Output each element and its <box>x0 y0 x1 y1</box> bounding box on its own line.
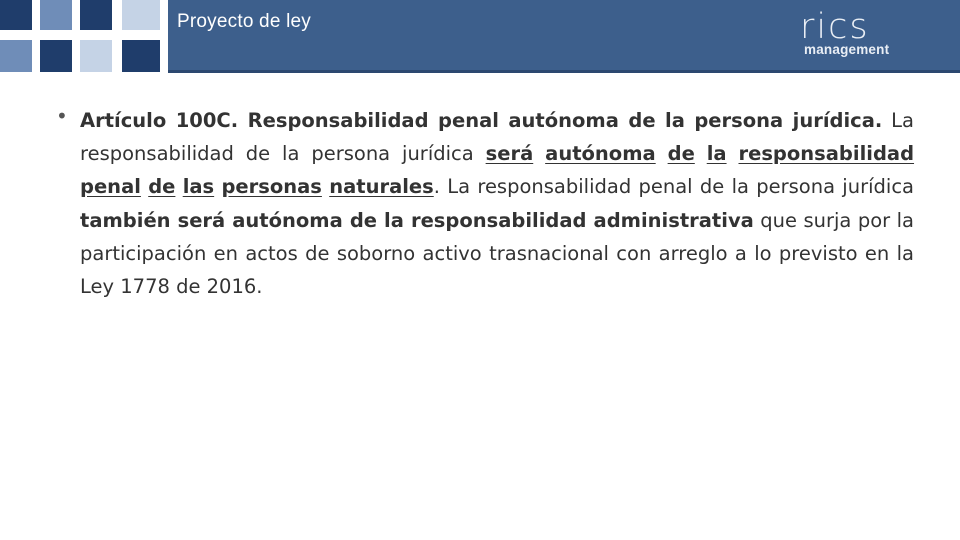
mosaic-square <box>80 0 112 30</box>
text-segment: será <box>485 142 534 166</box>
text-segment: naturales <box>329 175 434 199</box>
text-segment: las <box>182 175 215 199</box>
text-segment: la <box>706 142 727 166</box>
text-segment <box>175 175 182 198</box>
logo-wordmark: rics <box>800 7 870 47</box>
text-segment: autónoma <box>545 142 656 166</box>
text-segment: personas <box>221 175 322 199</box>
mosaic-square <box>40 40 72 72</box>
article-paragraph <box>80 104 914 303</box>
slide-title: Proyecto de ley <box>177 11 311 32</box>
text-segment <box>695 142 707 165</box>
text-segment: Artículo 100C. Responsabilidad penal autónoma de la persona jurídica. <box>80 109 883 132</box>
text-segment <box>656 142 668 165</box>
text-segment <box>727 142 739 165</box>
logo-subtitle: management <box>804 42 890 57</box>
text-segment <box>533 142 545 165</box>
mosaic-square <box>80 40 112 72</box>
text-segment: responsabilidad <box>738 142 915 166</box>
mosaic-square <box>40 0 72 30</box>
text-segment: . La responsabilidad penal de la persona jurídica <box>433 175 914 199</box>
text-segment: de <box>148 175 176 199</box>
text-segment: La responsabilidad de la persona jurídica <box>80 109 914 166</box>
rics-logo <box>800 7 912 58</box>
mosaic-square <box>0 0 32 30</box>
header-rule <box>168 70 960 73</box>
text-segment: de <box>667 142 695 166</box>
text-segment: que surja por la participación en actos de soborno activo trasnacional con arreglo a lo previsto en la Ley 1778 de 2016. <box>80 208 914 299</box>
text-segment: penal <box>80 175 141 199</box>
mosaic-square <box>0 40 32 72</box>
mosaic-square <box>122 40 160 72</box>
slide-header <box>0 0 960 72</box>
mosaic-square <box>122 0 160 30</box>
header-mosaic <box>0 0 168 72</box>
text-segment: también será autónoma de la responsabilidad administrativa <box>80 208 754 232</box>
bullet-icon: • <box>56 104 68 128</box>
